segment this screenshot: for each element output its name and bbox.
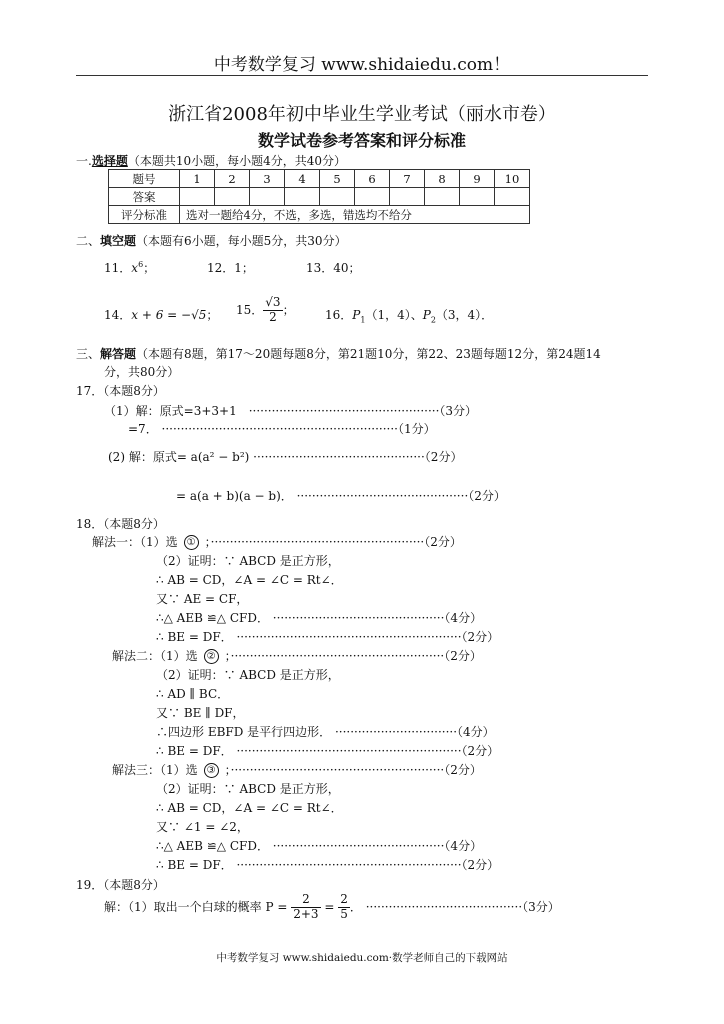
section-1-heading: [76, 152, 346, 169]
method2-score: ；························································（2分）: [224, 649, 482, 663]
page-footer: 中考数学复习 www.shidaiedu.com·数学老师自己的下载网站: [216, 952, 508, 964]
table-row: [109, 206, 530, 224]
q15-numerator: √3: [265, 295, 281, 309]
answer-table: [108, 169, 530, 224]
fraction-denominator: 5: [340, 906, 348, 921]
section-1-name: 选择题: [91, 154, 128, 168]
q18-method1-line1: [92, 533, 462, 550]
q11-end: ；: [143, 261, 156, 275]
q16-number: 16．: [325, 308, 353, 322]
q15-denominator: 2: [269, 309, 277, 324]
table-cell: [495, 188, 530, 206]
q16-sub-1: 1: [360, 315, 366, 325]
table-cell: 9: [460, 170, 495, 188]
section-3-heading: [76, 345, 601, 362]
section-2-number: 二、: [76, 234, 101, 248]
answer-q12: 12．1；: [207, 261, 254, 275]
table-cell: [320, 188, 355, 206]
fraction-numerator: 2: [291, 893, 320, 908]
answer-q14: [104, 306, 218, 323]
table-cell: 评分标准: [109, 206, 180, 224]
q17-line-4: = a(a + b)(a − b)． ·············································（2分）: [176, 489, 506, 503]
table-cell: 1: [180, 170, 215, 188]
q15-end: ；: [282, 302, 295, 317]
answer-q15: [236, 296, 295, 325]
q18-method3-line1: [112, 761, 482, 778]
exam-subtitle: 数学试卷参考答案和评分标准: [257, 131, 466, 150]
q16-coord-1: （1，4）、: [365, 308, 423, 322]
table-cell: 6: [355, 170, 390, 188]
section-3-desc-cont: 分，共80分）: [104, 365, 180, 379]
header-rule: [76, 75, 648, 76]
fraction-denominator: 2+3: [293, 906, 319, 921]
q17-heading: 17．（本题8分）: [76, 384, 165, 398]
q15-number: 15．: [236, 302, 264, 317]
q16-sub-2: 2: [430, 315, 436, 325]
table-cell: [180, 188, 215, 206]
exam-title: 浙江省2008年初中毕业生学业考试（丽水市卷）: [168, 104, 556, 125]
table-cell: 答案: [109, 188, 180, 206]
q19-line-1: [104, 893, 560, 922]
table-cell: [285, 188, 320, 206]
section-2-name: 填空题: [100, 234, 137, 248]
q17-line-2: =7． ······························································（1分）: [128, 422, 436, 436]
q19-equals: =: [324, 899, 335, 914]
q16-point-1: P: [352, 308, 361, 322]
table-row: [109, 188, 530, 206]
q17-line-1: （1）解：原式=3+3+1 ··················································（3分）: [104, 404, 478, 418]
circled-number: ①: [184, 535, 199, 550]
q17-line-3: (2) 解：原式= a(a² − b²) ·············································（2分）: [108, 450, 463, 464]
q18-method1-line2: （2）证明：∵ ABCD 是正方形，: [156, 554, 340, 568]
section-2-heading: [76, 232, 347, 249]
q18-method2-line1: [112, 647, 482, 664]
q18-method3-line5: ∴△ AEB ≌△ CFD． ·············································（4分）: [156, 839, 483, 853]
table-cell: 10: [495, 170, 530, 188]
q16-coord-2: （3，4）．: [435, 308, 494, 322]
q18-method1-line6: ∴ BE = DF． ···························································（2分）: [156, 630, 500, 644]
table-cell: 选对一题给4分，不选，多选，错选均不给分: [180, 206, 530, 224]
q18-method3-line4: 又∵ ∠1 = ∠2，: [156, 820, 249, 834]
table-cell: 3: [250, 170, 285, 188]
q18-method3-line2: （2）证明：∵ ABCD 是正方形，: [156, 782, 340, 796]
method2-choice: [198, 649, 225, 664]
q16-point-2: P: [422, 308, 431, 322]
table-cell: 4: [285, 170, 320, 188]
table-cell: 5: [320, 170, 355, 188]
table-cell: 8: [425, 170, 460, 188]
table-cell: [425, 188, 460, 206]
q15-fraction: [263, 296, 282, 325]
section-2-desc: （本题有6小题，每小题5分，共30分）: [136, 234, 347, 248]
q18-method2-line2: （2）证明：∵ ABCD 是正方形，: [156, 668, 340, 682]
answer-q13: 13．40；: [306, 261, 361, 275]
q19-text: 解：（1）取出一个白球的概率 P =: [104, 899, 288, 914]
q19-heading: 19．（本题8分）: [76, 878, 165, 892]
answer-q16: [325, 306, 493, 324]
q11-number: 11．: [104, 261, 132, 275]
table-cell: 2: [215, 170, 250, 188]
page-header: 中考数学复习 www.shidaiedu.com！: [213, 55, 511, 75]
table-cell: [460, 188, 495, 206]
method3-choice: [198, 763, 225, 778]
q11-exponent: 6: [138, 260, 144, 269]
table-row: [109, 170, 530, 188]
q19-fraction-1: [291, 893, 320, 922]
circled-number: ③: [204, 763, 219, 778]
q14-end: ；: [206, 308, 219, 322]
method2-label: 解法二：（1）选: [112, 649, 198, 663]
q14-expression: x + 6 = −√5: [131, 308, 207, 322]
method1-choice: [178, 535, 205, 550]
section-1-desc: （本题共10小题，每小题4分，共40分）: [127, 154, 347, 168]
method1-label: 解法一：（1）选: [92, 535, 178, 549]
q18-method2-line6: ∴ BE = DF． ···························································（2分）: [156, 744, 500, 758]
table-cell: 题号: [109, 170, 180, 188]
table-cell: 7: [390, 170, 425, 188]
q19-score: ． ·········································（3分）: [349, 899, 560, 914]
table-cell: [215, 188, 250, 206]
table-cell: [250, 188, 285, 206]
q18-method3-line3: ∴ AB = CD，∠A = ∠C = Rt∠．: [156, 801, 343, 815]
q18-method3-line6: ∴ BE = DF． ···························································（2分）: [156, 858, 500, 872]
q18-method1-line3: ∴ AB = CD，∠A = ∠C = Rt∠．: [156, 573, 343, 587]
q18-method2-line5: ∴四边形 EBFD 是平行四边形． ································（4分）: [156, 725, 495, 739]
section-1-number: 一.: [76, 154, 92, 168]
q18-method1-line4: 又∵ AE = CF，: [156, 592, 249, 606]
method1-score: ；························································（2分）: [204, 535, 462, 549]
q14-number: 14．: [104, 308, 132, 322]
q19-fraction-2: [338, 893, 350, 922]
answer-q11: [104, 259, 155, 276]
table-cell: [355, 188, 390, 206]
q18-heading: 18．（本题8分）: [76, 517, 165, 531]
q11-base: x: [131, 261, 139, 275]
q18-method2-line3: ∴ AD ∥ BC．: [156, 687, 230, 701]
method3-label: 解法三：（1）选: [112, 763, 198, 777]
q18-method1-line5: ∴△ AEB ≌△ CFD． ·············································（4分）: [156, 611, 483, 625]
section-3-name: 解答题: [100, 347, 137, 361]
method3-score: ；························································（2分）: [224, 763, 482, 777]
table-cell: [390, 188, 425, 206]
section-3-desc: （本题有8题，第17～20题每题8分，第21题10分，第22、23题每题12分，第24题14: [136, 347, 601, 361]
circled-number: ②: [204, 649, 219, 664]
section-3-number: 三、: [76, 347, 101, 361]
fraction-numerator: 2: [340, 892, 348, 906]
q18-method2-line4: 又∵ BE ∥ DF，: [156, 706, 245, 720]
